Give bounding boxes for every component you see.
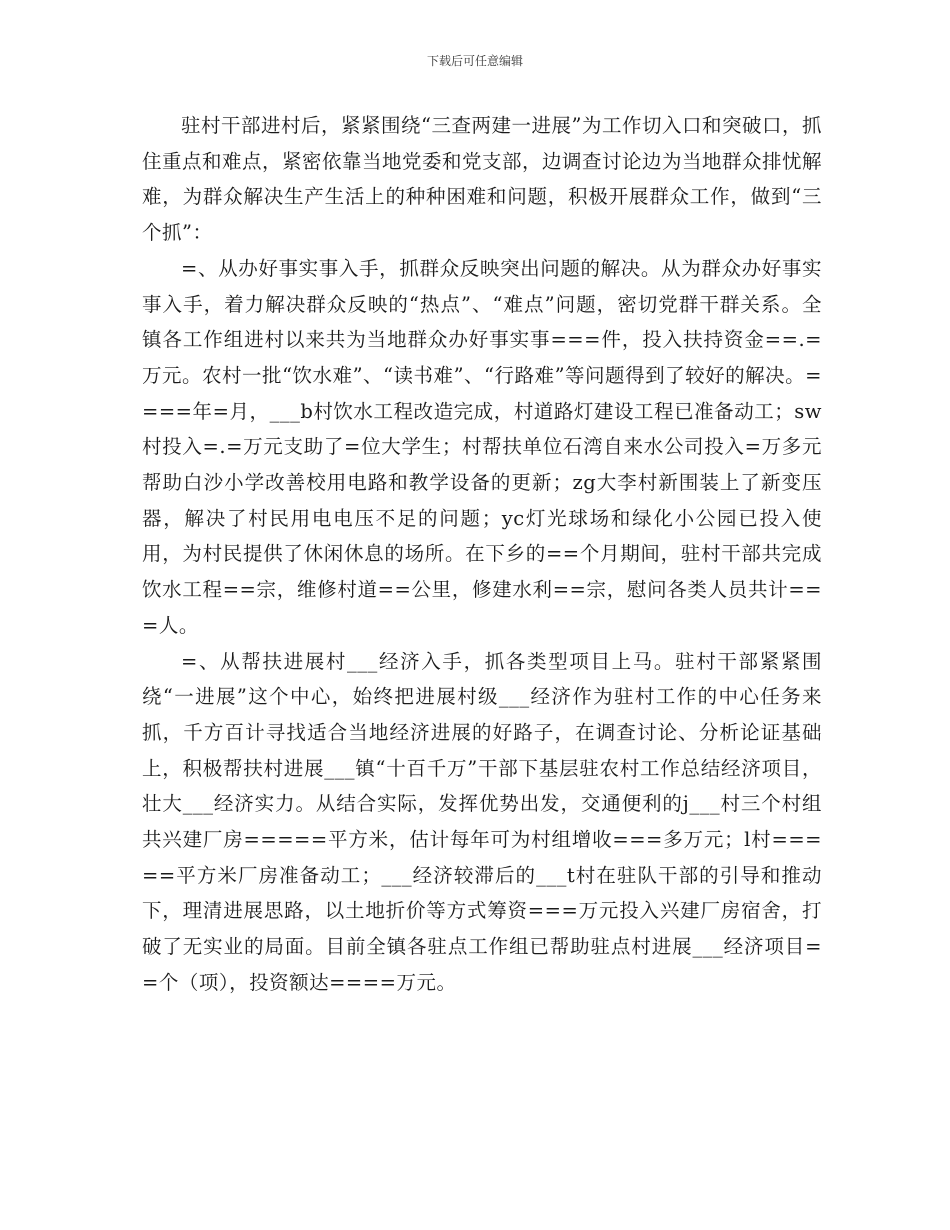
paragraph-point-one: =、从办好事实事入手，抓群众反映突出问题的解决。从为群众办好事实事入手，着力解决群众反映的“热点”、“难点”问题，密切党群干群关系。全镇各工作组进村以来共为当地群众办好事实事===件，投入扶持资金==.=万元。农村一批“饮水难”、“读书难”、“行路难”等问题得到了较好的解决。====年=月，___b村饮水工程改造完成，村道路灯建设工程已准备动工；sw村投入=.=万元支助了=位大学生；村帮扶单位石湾自来水公司投入=万多元帮助白沙小学改善校用电路和教学设备的更新；zg大李村新围装上了新变压器，解决了村民用电电压不足的问题；yc灯光球场和绿化小公园已投入使用，为村民提供了休闲休息的场所。在下乡的==个月期间，驻村干部共完成饮水工程==宗，维修村道==公里，修建水利==宗，慰问各类人员共计===人。 [142,256,822,637]
paragraph-intro: 驻村干部进村后，紧紧围绕“三查两建一进展”为工作切入口和突破口，抓住重点和难点，紧密依靠当地党委和党支部，边调查讨论边为当地群众排忧解难，为群众解决生产生活上的种种困难和问题，积极开展群众工作，做到“三个抓”： [142,114,823,245]
paragraph-point-two: =、从帮扶进展村___经济入手，抓各类型项目上马。驻村干部紧紧围绕“一进展”这个中心，始终把进展村级___经济作为驻村工作的中心任务来抓，千方百计寻找适合当地经济进展的好路子，在调查讨论、分析论证基础上，积极帮扶村进展___镇“十百千万”干部下基层驻农村工作总结经济项目，壮大___经济实力。从结合实际，发挥优势出发，交通便利的j___村三个村组共兴建厂房=====平方米，估计每年可为村组增收===多万元；l村=====平方米厂房准备动工；___经济较滞后的___t村在驻队干部的引导和推动下，理清进展思路，以土地折价等方式筹资===万元投入兴建厂房宿舍，打破了无实业的局面。目前全镇各驻点工作组已帮助驻点村进展___经济项目==个（项），投资额达====万元。 [142,649,822,994]
document-body [142,108,822,1001]
page-header: 下载后可任意编辑 [426,54,523,68]
